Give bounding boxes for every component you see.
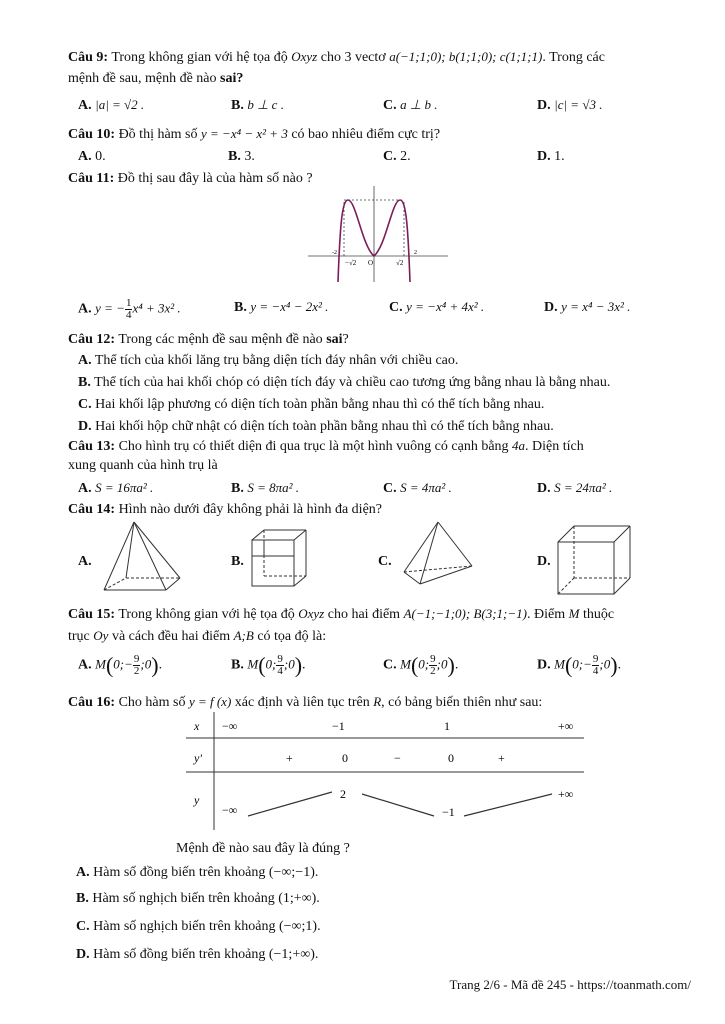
composite-box-figure bbox=[250, 526, 308, 590]
q14-option-b bbox=[231, 553, 244, 571]
q14-line bbox=[68, 501, 382, 519]
sign: − bbox=[124, 656, 133, 672]
label-origin: O bbox=[368, 259, 374, 267]
q13-side: 4a bbox=[512, 438, 526, 453]
x-value: 1 bbox=[444, 719, 450, 733]
option-letter: B. bbox=[231, 98, 244, 113]
numerator: 9 bbox=[133, 653, 140, 665]
q13-line2 bbox=[68, 457, 218, 475]
y-value: +∞ bbox=[558, 787, 574, 801]
q9-emph: sai? bbox=[220, 71, 244, 86]
option-letter: A. bbox=[78, 301, 92, 317]
option-letter: B. bbox=[231, 657, 244, 673]
denominator: 4 bbox=[277, 665, 283, 677]
q16-option-d bbox=[76, 946, 318, 964]
option-text: S = 24πa² . bbox=[554, 480, 613, 495]
variation-table bbox=[186, 712, 586, 832]
q10-text2: có bao nhiêu điểm cực trị? bbox=[291, 127, 441, 142]
q13-line1 bbox=[68, 437, 584, 456]
q16-text3: , có bảng biến thiên như sau: bbox=[381, 695, 543, 710]
option-letter: C. bbox=[389, 300, 403, 315]
x-value: −∞ bbox=[222, 719, 238, 733]
tetrahedron-figure bbox=[400, 520, 476, 586]
q15-option-d: D. M(0;− $\frac{9}{4}$ ;0). bbox=[537, 652, 622, 678]
denominator: 2 bbox=[430, 665, 436, 677]
label-pos2: 2 bbox=[414, 250, 417, 256]
option-letter: A. bbox=[78, 657, 92, 673]
option-text: b ⊥ c . bbox=[247, 97, 284, 112]
option-letter: C. bbox=[383, 149, 397, 164]
q14-option-a bbox=[78, 553, 92, 571]
option-text: y = −x⁴ − 2x² . bbox=[250, 299, 329, 314]
x-value: −1 bbox=[332, 719, 345, 733]
q15-label: Câu 15: bbox=[68, 607, 116, 622]
q10-option-b bbox=[228, 148, 255, 166]
option-text: 0. bbox=[95, 149, 106, 164]
option-text: y = −x⁴ + 4x² . bbox=[406, 299, 485, 314]
q11-graph bbox=[308, 186, 450, 282]
q9-option-d bbox=[537, 96, 602, 115]
label-neg2: -2 bbox=[332, 250, 337, 256]
q10-option-c bbox=[383, 148, 411, 166]
q9-option-c bbox=[383, 96, 437, 115]
q9-label: Câu 9: bbox=[68, 50, 109, 65]
q14-text: Hình nào dưới đây không phải là hình đa diện? bbox=[118, 502, 382, 517]
pyramid-figure bbox=[96, 520, 186, 598]
option-text: S = 8πa² . bbox=[247, 480, 300, 495]
arrow-up bbox=[248, 792, 332, 816]
q12-line: Câu 12: Trong các mệnh đề sau mệnh đề nào sai? bbox=[68, 332, 349, 347]
option-letter: D. bbox=[537, 481, 551, 496]
q13-label: Câu 13: bbox=[68, 439, 116, 454]
option-text: Hai khối hộp chữ nhật có diện tích toàn phần bằng nhau thì có thể tích bằng nhau. bbox=[95, 419, 554, 434]
q16-prompt: Mệnh đề nào sau đây là đúng ? bbox=[176, 841, 350, 856]
yprime-value: + bbox=[286, 751, 293, 765]
q15-axis: Oy bbox=[93, 628, 109, 643]
option-text: Thể tích của khối lăng trụ bằng diện tích đáy nhân với chiều cao. bbox=[94, 353, 459, 368]
q16-text1: Cho hàm số bbox=[118, 695, 186, 710]
x-value: +∞ bbox=[558, 719, 574, 733]
q15-text7: có tọa độ là: bbox=[257, 629, 327, 644]
q9-text3: . Trong các bbox=[542, 50, 605, 65]
q9-line2 bbox=[68, 70, 243, 88]
q9-sys: Oxyz bbox=[291, 49, 318, 64]
q15-text3: . Điểm bbox=[526, 607, 566, 622]
option-letter: B. bbox=[78, 375, 91, 390]
option-letter: A. bbox=[78, 481, 92, 496]
option-letter: C. bbox=[78, 397, 92, 412]
numerator: 9 bbox=[430, 653, 436, 665]
fraction-one-quarter: $\frac{1}{4}$ bbox=[125, 297, 132, 321]
y-value: −∞ bbox=[222, 803, 238, 817]
option-letter: B. bbox=[76, 891, 89, 906]
q12-label: Câu 12: bbox=[68, 332, 116, 347]
q15-text2: cho hai điểm bbox=[327, 607, 401, 622]
label-neg-sqrt2: −√2 bbox=[345, 259, 357, 267]
option-letter: B. bbox=[231, 554, 244, 569]
q11-line bbox=[68, 170, 313, 188]
q15-text4: thuộc bbox=[582, 607, 615, 622]
q15-option-a: A. M(0;− $\frac{9}{2}$ ;0). bbox=[78, 652, 163, 678]
option-letter: A. bbox=[78, 353, 92, 368]
page-footer: Trang 2/6 - Mã đề 245 - https://toanmath.com/ bbox=[449, 977, 691, 992]
option-text: Hàm số nghịch biến trên khoảng (1;+∞). bbox=[92, 891, 320, 906]
q13-option-c bbox=[383, 479, 452, 498]
option-letter: D. bbox=[537, 657, 551, 673]
denominator: 4 bbox=[592, 665, 599, 677]
q9-option-b bbox=[231, 96, 284, 115]
yprime-value: + bbox=[498, 751, 505, 765]
q14-option-c bbox=[378, 553, 392, 571]
q13-option-d bbox=[537, 479, 612, 498]
q13-option-b bbox=[231, 479, 299, 498]
q15-line2 bbox=[68, 627, 326, 646]
option-text-pre: y = − bbox=[95, 300, 125, 316]
arrow-up bbox=[464, 794, 552, 816]
option-letter: B. bbox=[231, 481, 244, 496]
option-letter: D. bbox=[76, 947, 90, 962]
option-letter: A. bbox=[76, 865, 90, 880]
q16-option-b bbox=[76, 890, 320, 908]
q10-option-d bbox=[537, 148, 565, 166]
q15-ab: A;B bbox=[233, 628, 254, 643]
option-letter: D. bbox=[537, 149, 551, 164]
q10-function: y = −x⁴ − x² + 3 bbox=[201, 126, 288, 141]
q10-line bbox=[68, 125, 440, 144]
cube-figure bbox=[556, 524, 632, 596]
option-letter: C. bbox=[383, 98, 397, 113]
q9-text4: mệnh đề sau, mệnh đề nào bbox=[68, 71, 217, 86]
x-label: x bbox=[194, 719, 200, 733]
q11-option-a bbox=[78, 298, 181, 321]
arrow-down bbox=[362, 794, 434, 816]
option-letter: D. bbox=[537, 98, 551, 113]
y-value: −1 bbox=[442, 805, 455, 819]
yprime-value: 0 bbox=[342, 751, 348, 765]
q15-option-b: B. M(0; $\frac{9}{4}$ ;0). bbox=[231, 652, 306, 678]
q15-points: A(−1;−1;0); B(3;1;−1) bbox=[403, 606, 527, 621]
q13-option-a bbox=[78, 479, 153, 498]
option-letter: C. bbox=[76, 919, 90, 934]
option-letter: C. bbox=[378, 554, 392, 569]
q16-option-c bbox=[76, 918, 321, 936]
q14-option-d bbox=[537, 553, 551, 571]
q9-line1 bbox=[68, 48, 605, 67]
q12-option-b bbox=[78, 374, 610, 392]
numerator: 9 bbox=[277, 653, 283, 665]
q12-emph: sai bbox=[326, 332, 343, 347]
q11-text: Đồ thị sau đây là của hàm số nào ? bbox=[117, 171, 313, 186]
q14-label: Câu 14: bbox=[68, 502, 116, 517]
q12-option-c bbox=[78, 396, 544, 414]
q11-option-d bbox=[544, 298, 630, 317]
q16-function: y = f (x) bbox=[188, 694, 232, 709]
q10-option-a bbox=[78, 148, 106, 166]
option-letter: D. bbox=[537, 554, 551, 569]
q15-text5: trục bbox=[68, 629, 90, 644]
yprime-value: 0 bbox=[448, 751, 454, 765]
option-text: 3. bbox=[244, 149, 255, 164]
option-letter: B. bbox=[228, 149, 241, 164]
option-text: Thể tích của hai khối chóp có diện tích đáy và chiều cao tương ứng bằng nhau là bằng nhau. bbox=[94, 375, 611, 390]
yprime-label: y' bbox=[194, 751, 202, 765]
option-text: Hai khối lập phương có diện tích toàn phần bằng nhau thì có thể tích bằng nhau. bbox=[95, 397, 545, 412]
q12-option-d bbox=[78, 418, 554, 436]
q9-option-a bbox=[78, 96, 144, 115]
numerator: 9 bbox=[592, 653, 599, 665]
option-text: 2. bbox=[400, 149, 411, 164]
y-label: y bbox=[194, 793, 200, 807]
q16-label: Câu 16: bbox=[68, 695, 116, 710]
q15-sys: Oxyz bbox=[298, 606, 325, 621]
q9-text1: Trong không gian với hệ tọa độ bbox=[111, 50, 288, 65]
q9-text2: cho 3 vectơ bbox=[320, 50, 386, 65]
q15-line1 bbox=[68, 605, 614, 624]
option-letter: A. bbox=[78, 98, 92, 113]
y-value: 2 bbox=[340, 787, 346, 801]
q12-text: Trong các mệnh đề sau mệnh đề nào bbox=[118, 332, 323, 347]
option-letter: C. bbox=[383, 481, 397, 496]
q10-text1: Đồ thị hàm số bbox=[118, 127, 198, 142]
option-text: S = 4πa² . bbox=[400, 480, 452, 495]
option-text-post: x⁴ + 3x² . bbox=[132, 300, 181, 316]
option-text: Hàm số nghịch biến trên khoảng (−∞;1). bbox=[93, 919, 321, 934]
denominator: 2 bbox=[133, 665, 140, 677]
q15-text6: và cách đều hai điểm bbox=[111, 629, 231, 644]
option-letter: A. bbox=[78, 149, 92, 164]
label-pos-sqrt2: √2 bbox=[396, 259, 404, 267]
option-text: S = 16πa² . bbox=[95, 480, 154, 495]
q13-text1: Cho hình trụ có thiết diện đi qua trục là một hình vuông có cạnh bằng bbox=[118, 439, 509, 454]
option-text: y = x⁴ − 3x² . bbox=[561, 299, 631, 314]
option-text: |c| = √3 . bbox=[554, 97, 603, 112]
q12-option-a bbox=[78, 352, 458, 370]
q15-point-m: M bbox=[568, 606, 580, 621]
option-letter: A. bbox=[78, 554, 92, 569]
q11-label: Câu 11: bbox=[68, 171, 115, 186]
option-letter: D. bbox=[544, 300, 558, 315]
sign: − bbox=[583, 656, 592, 672]
option-letter: C. bbox=[383, 657, 397, 673]
option-letter: B. bbox=[234, 300, 247, 315]
q11-option-c bbox=[389, 298, 484, 317]
q16-line bbox=[68, 693, 542, 712]
q10-label: Câu 10: bbox=[68, 127, 116, 142]
q16-option-a bbox=[76, 864, 318, 882]
option-letter: D. bbox=[78, 419, 92, 434]
q16-set: R bbox=[373, 694, 382, 709]
option-text: Hàm số đồng biến trên khoảng (−∞;−1). bbox=[93, 865, 319, 880]
q11-option-b bbox=[234, 298, 328, 317]
q9-vectors: a(−1;1;0); b(1;1;0); c(1;1;1) bbox=[389, 49, 543, 64]
yprime-value: − bbox=[394, 751, 401, 765]
q13-text3: xung quanh của hình trụ là bbox=[68, 458, 218, 473]
option-text: Hàm số đồng biến trên khoảng (−1;+∞). bbox=[93, 947, 319, 962]
q13-text2: . Diện tích bbox=[525, 439, 584, 454]
q16-text2: xác định và liên tục trên bbox=[234, 695, 370, 710]
q15-text1: Trong không gian với hệ tọa độ bbox=[118, 607, 295, 622]
option-text: |a| = √2 . bbox=[95, 97, 145, 112]
option-text: a ⊥ b . bbox=[400, 97, 438, 112]
q15-option-c: C. M(0; $\frac{9}{2}$ ;0). bbox=[383, 652, 459, 678]
option-text: 1. bbox=[554, 149, 565, 164]
